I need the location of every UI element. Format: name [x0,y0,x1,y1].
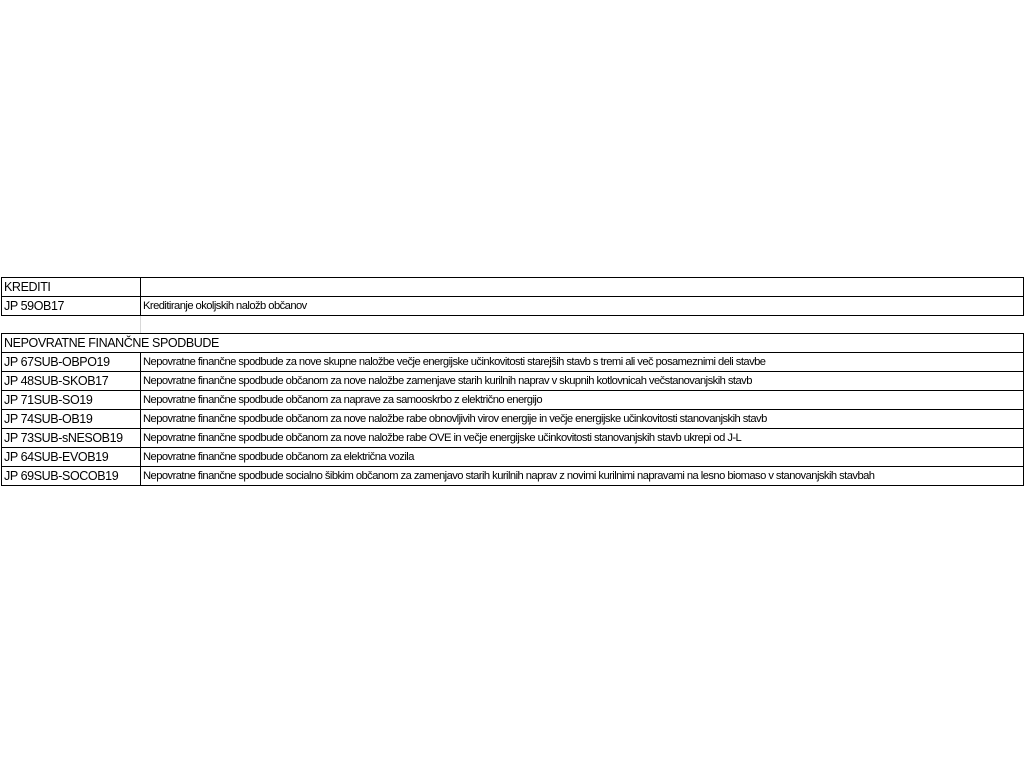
program-code-cell[interactable]: JP 74SUB-OB19 [2,410,141,429]
programs-table [1,277,1024,486]
program-code-cell[interactable]: JP 48SUB-SKOB17 [2,372,141,391]
program-description-cell[interactable]: Kreditiranje okoljskih naložb občanov [141,297,1024,316]
table-row [2,391,1024,410]
empty-cell[interactable] [2,316,141,334]
program-code-cell[interactable]: JP 69SUB-SOCOB19 [2,467,141,486]
program-code-cell[interactable]: JP 64SUB-EVOB19 [2,448,141,467]
program-code-cell[interactable]: JP 59OB17 [2,297,141,316]
empty-cell[interactable] [141,278,1024,297]
table-row [2,467,1024,486]
spreadsheet [1,277,1023,486]
program-code-cell[interactable]: JP 71SUB-SO19 [2,391,141,410]
program-description-cell[interactable]: Nepovratne finančne spodbude občanom za nove naložbe rabe obnovljivih virov energije in večje energijske učinkovitosti stanovanjskih stavb [141,410,1024,429]
table-row [2,429,1024,448]
section-header-cell[interactable]: NEPOVRATNE FINANČNE SPODBUDE [2,334,1024,353]
program-description-cell[interactable]: Nepovratne finančne spodbude občanom za naprave za samooskrbo z električno energijo [141,391,1024,410]
table-row [2,410,1024,429]
program-description-cell[interactable]: Nepovratne finančne spodbude občanom za nove naložbe rabe OVE in večje energijske učinkovitosti stanovanjskih stavb ukrepi od J-L [141,429,1024,448]
table-row [2,297,1024,316]
table-row [2,353,1024,372]
spacer-row [2,316,1024,334]
section-header-cell[interactable]: KREDITI [2,278,141,297]
program-code-cell[interactable]: JP 73SUB-sNESOB19 [2,429,141,448]
program-description-cell[interactable]: Nepovratne finančne spodbude za nove skupne naložbe večje energijske učinkovitosti starejših stavb s tremi ali več posameznimi deli stavbe [141,353,1024,372]
section-header-row [2,278,1024,297]
program-description-cell[interactable]: Nepovratne finančne spodbude občanom za električna vozila [141,448,1024,467]
program-code-cell[interactable]: JP 67SUB-OBPO19 [2,353,141,372]
empty-cell[interactable] [141,316,1024,334]
table-row [2,448,1024,467]
section-header-row [2,334,1024,353]
program-description-cell[interactable]: Nepovratne finančne spodbude socialno šibkim občanom za zamenjavo starih kurilnih naprav z novimi kurilnimi napravami na lesno biomaso v stanovanjskih stavbah [141,467,1024,486]
table-row [2,372,1024,391]
program-description-cell[interactable]: Nepovratne finančne spodbude občanom za nove naložbe zamenjave starih kurilnih naprav v skupnih kotlovnicah večstanovanjskih stavb [141,372,1024,391]
